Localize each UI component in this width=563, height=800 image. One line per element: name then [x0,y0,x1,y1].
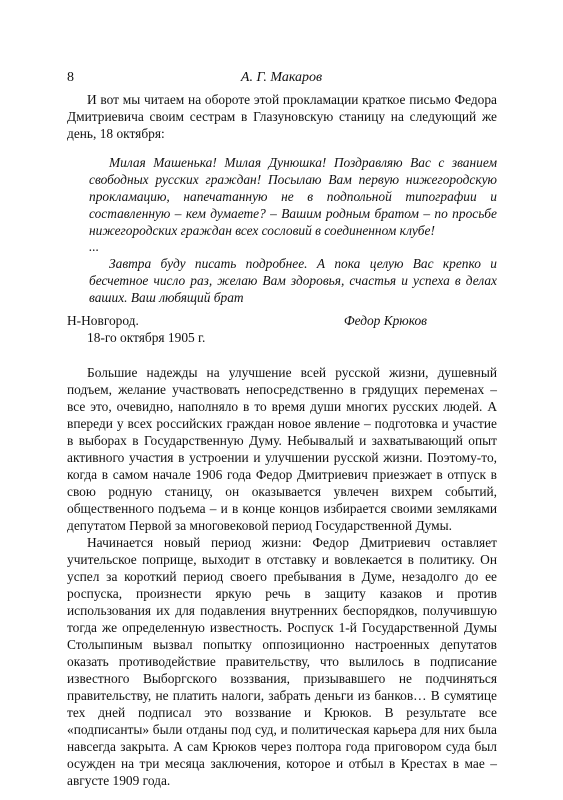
letter-paragraph-2: Завтра буду писать подробнее. А пока целую Вас крепко и бесчетное число раз, желаю Вам здоровья, счастья и успеха в делах ваших. Ваш любящий брат [89,256,497,305]
running-header-author: А. Г. Макаров [240,70,323,85]
page-number: 8 [67,70,74,85]
letter-date: 18-го октября 1905 г. [87,330,206,345]
page-body [67,91,497,789]
letter-place: Н-Новгород. [67,313,139,328]
quoted-letter [67,154,497,239]
letter-paragraph-1: Милая Машенька! Милая Дунюшка! Поздравляю Вас с званием свободных русских граждан! Посылаю Вам первую нижегородскую прокламацию, напечатанную не в подпольной типографии и составленную – кем думаете? – Вашим родным братом – по просьбе нижегородских граждан всех сословий в соединенном клубе! [89,155,497,238]
letter-signature: Федор Крюков [343,313,427,328]
letter-signature-line [67,312,497,329]
quoted-letter-continued [67,255,497,306]
intro-paragraph: И вот мы читаем на обороте этой прокламации краткое письмо Федора Дмитриевича своим сестрам в Глазуновскую станицу на следующий же день, 18 октября: [67,92,497,141]
body-paragraph-2: Начинается новый период жизни: Федор Дмитриевич оставляет учительское поприще, выходит в отставку и вовлекается в политику. Он успел за короткий период своего пребывания в Думе, незадолго до ее роспуска, произнести яркую речь в защиту казаков и против использования их для подавления внутренних беспорядков, получившую тогда же определенную известность. Роспуск 1-й Государственной Думы Столыпиным вызвал попытку оппозиционно настроенных депутатов оказать противодействие правительству, что вылилось в подписание известного Выборгского воззвания, призывавшего не подчиняться правительству, не платить налоги, забрать деньги из банков… В сумятице тех дней подписал это воззвание и Крюков. В результате все «подписанты» были отданы под суд, и политическая карьера для них была навсегда закрыта. А сам Крюков через полтора года приговором суда был осужден на три месяца заключения, которое и отбыл в Крестах в мае – августе 1909 года. [67,535,497,788]
body-paragraph-1: Большие надежды на улучшение всей русской жизни, душевный подъем, желание участвовать непосредственно в грядущих переменах – все это, очевидно, наполняло в то время души многих русских людей. А впереди у всех российских граждан новое явление – подготовка и участие в выборах в Государственную Думу. Небывалый и захватывающий опыт активного участия в устроении и улучшении русской жизни. Поэтому-то, когда в самом начале 1906 года Федор Дмитриевич приезжает в отпуск в свою родную станицу, он оказывается увлечен вихрем событий, общественного подъема – и в конце концов избирается своими земляками депутатом Первой за многовековой период Государственной Думы. [67,365,497,533]
letter-ellipsis: ... [89,239,100,254]
